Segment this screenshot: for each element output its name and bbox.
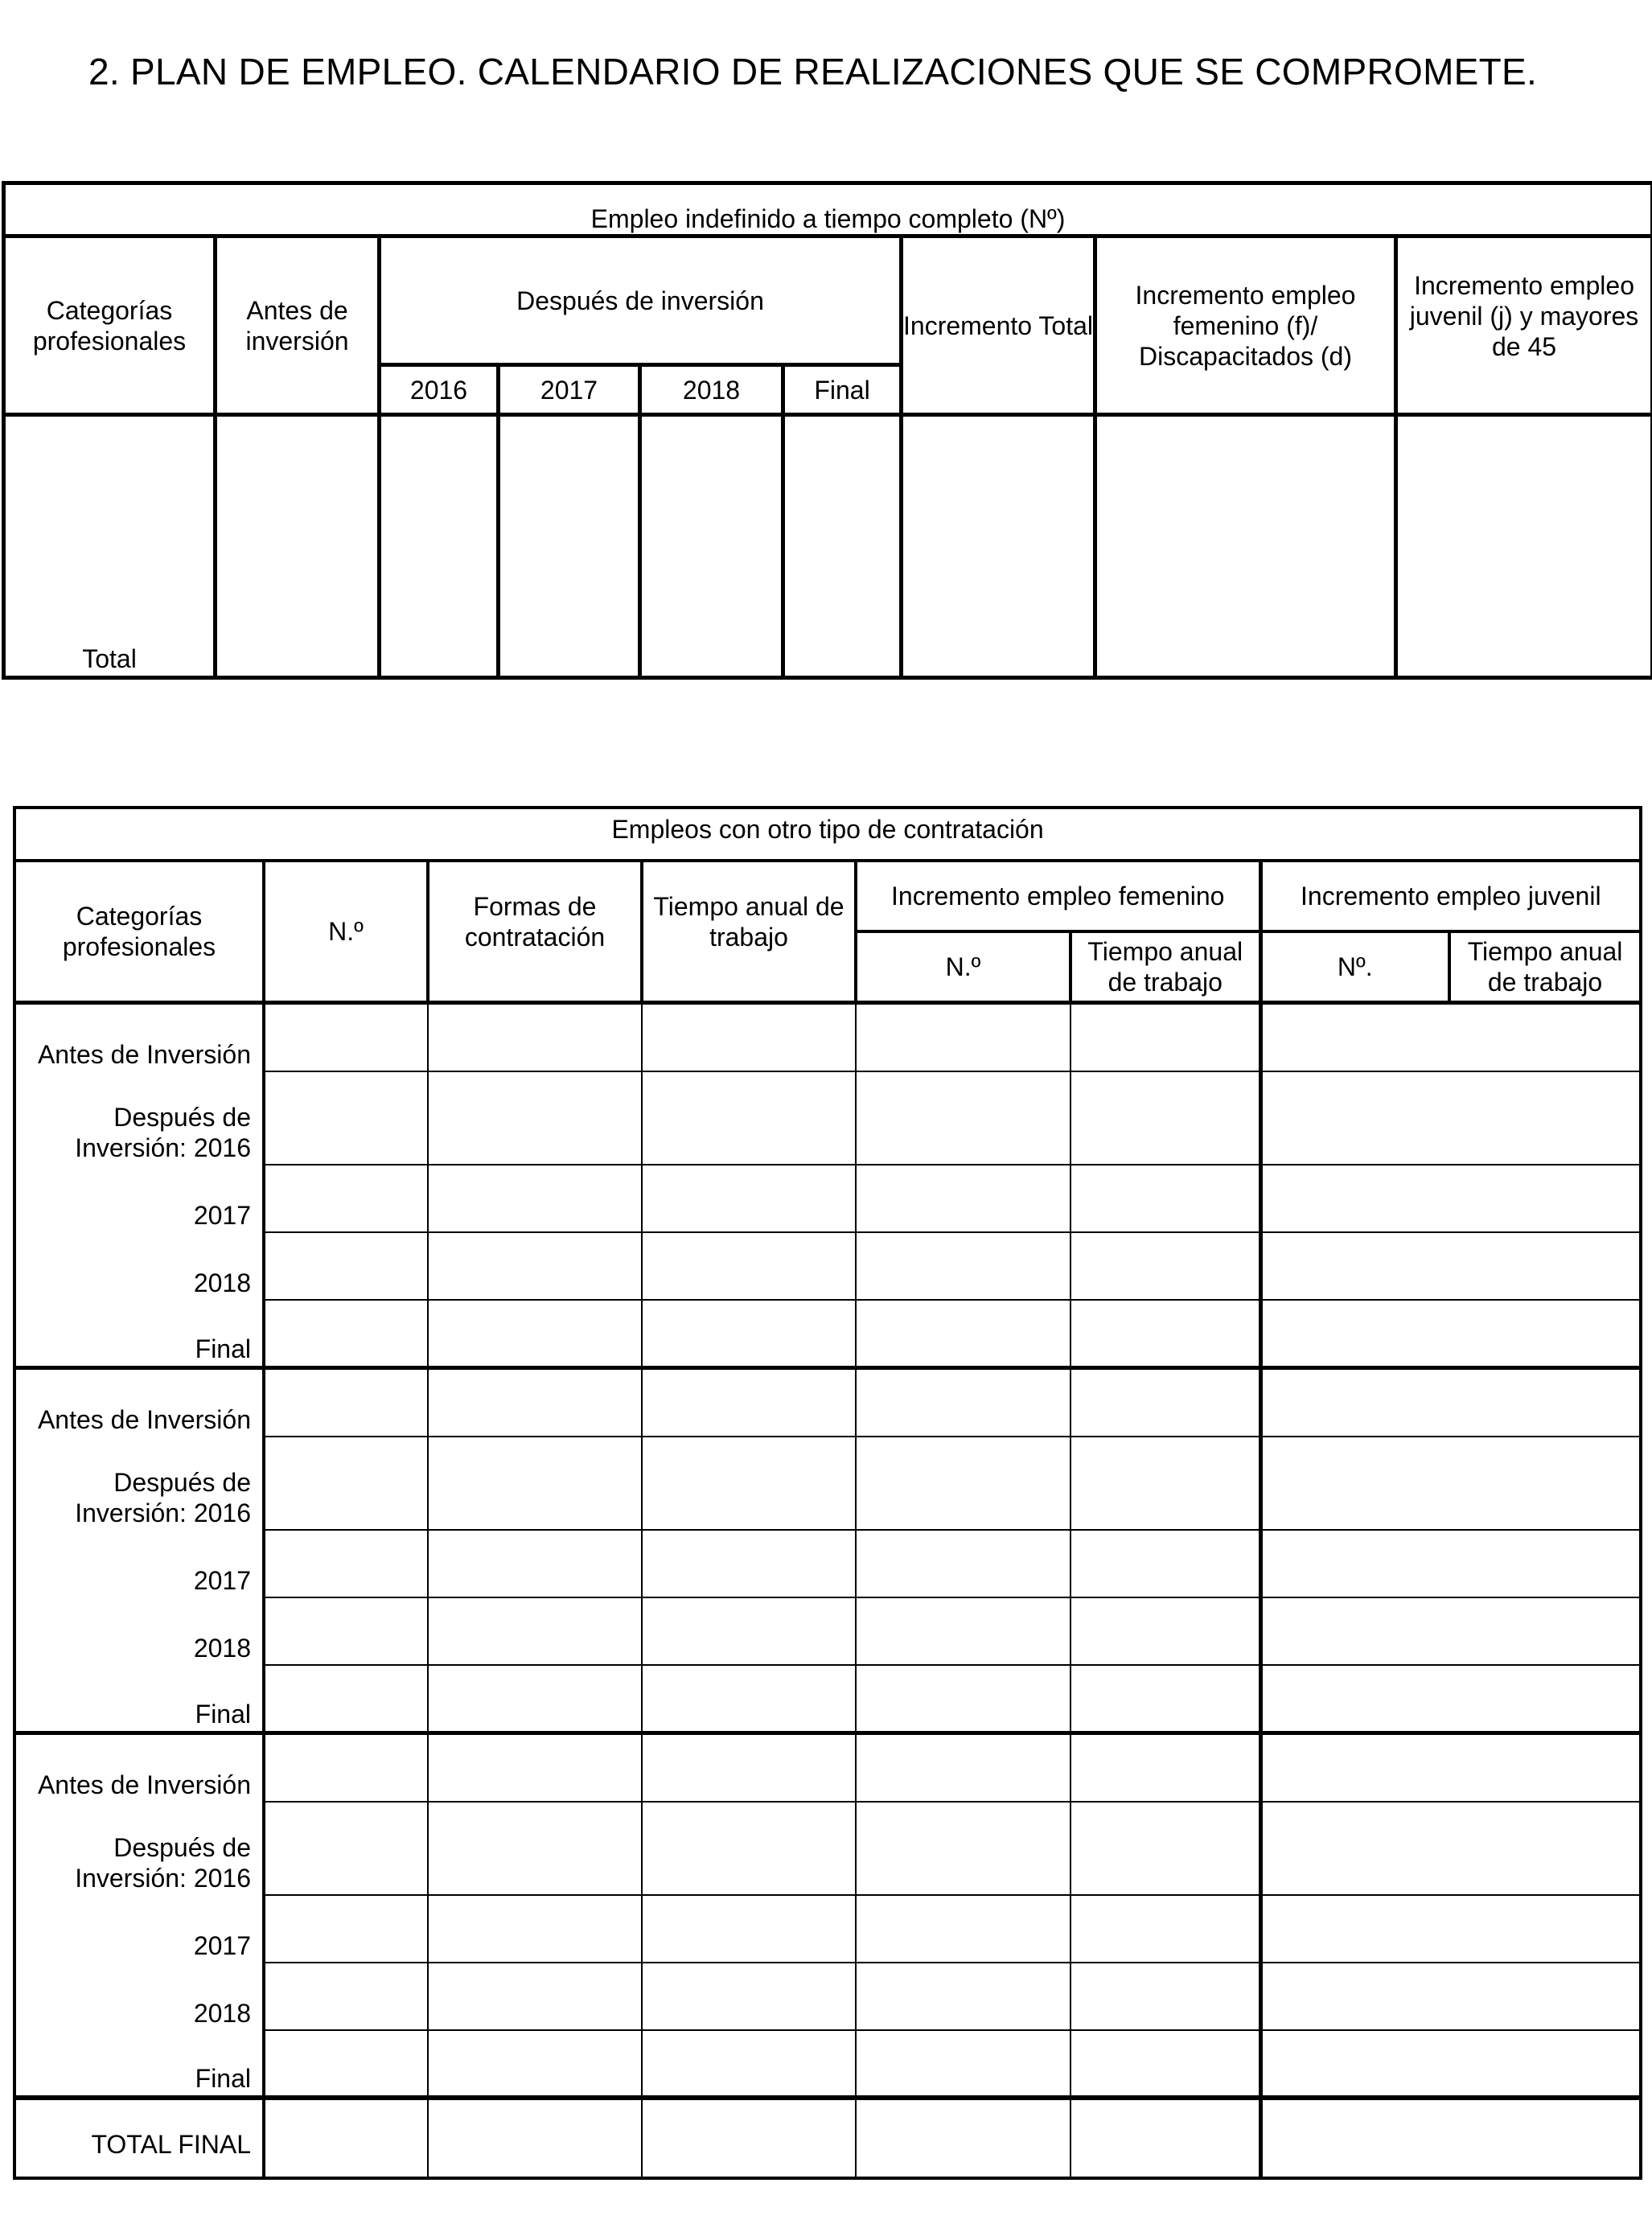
table-row bbox=[14, 2030, 1641, 2098]
table1-title: Empleo indefinido a tiempo completo (Nº) bbox=[4, 183, 1652, 236]
cell-juvenil[interactable] bbox=[1260, 1002, 1641, 1071]
cell-tiempo[interactable] bbox=[642, 1232, 856, 1300]
cell-juvenil[interactable] bbox=[1260, 1802, 1641, 1895]
cell-formas[interactable] bbox=[428, 1802, 642, 1895]
row-label-y2018: 2018 bbox=[14, 1597, 264, 1665]
sub-juv-no-header: Nº. bbox=[1260, 931, 1449, 1002]
cell-no[interactable] bbox=[264, 1367, 428, 1437]
cell-tiempo[interactable] bbox=[642, 1963, 856, 2030]
cell-tiempo[interactable] bbox=[642, 1437, 856, 1530]
cell-fem-no[interactable] bbox=[856, 1530, 1071, 1597]
cell-juvenil[interactable] bbox=[1260, 1530, 1641, 1597]
page-title: 2. PLAN DE EMPLEO. CALENDARIO DE REALIZACIONES QUE SE COMPROMETE. bbox=[88, 51, 1538, 92]
row-label-final: Final bbox=[14, 2030, 264, 2098]
row-label-y2017: 2017 bbox=[14, 1165, 264, 1232]
col-inc-femenino-header: Incremento empleo femenino bbox=[856, 861, 1260, 931]
col-no-header: N.º bbox=[264, 861, 428, 1002]
cell-juvenil[interactable] bbox=[1260, 1665, 1641, 1733]
total-cell-fem-no[interactable] bbox=[856, 2098, 1071, 2178]
table2-title: Empleos con otro tipo de contratación bbox=[14, 808, 1641, 861]
table-row bbox=[14, 1002, 1641, 1071]
cell-tiempo[interactable] bbox=[642, 1802, 856, 1895]
cell-formas[interactable] bbox=[428, 1367, 642, 1437]
table-row bbox=[14, 1530, 1641, 1597]
cell-no[interactable] bbox=[264, 1802, 428, 1895]
cell-formas[interactable] bbox=[428, 1665, 642, 1733]
col-inc-juvenil-header: Incremento empleo juvenil bbox=[1260, 861, 1641, 931]
cell-fem-no[interactable] bbox=[856, 1802, 1071, 1895]
table-row bbox=[14, 1665, 1641, 1733]
sub-juv-tiempo-header: Tiempo anual de trabajo bbox=[1449, 931, 1641, 1002]
cell-juvenil[interactable] bbox=[1260, 1733, 1641, 1802]
cell-tiempo[interactable] bbox=[642, 1300, 856, 1367]
cell-no[interactable] bbox=[264, 1071, 428, 1165]
col-incremento-femenino-header: Incremento empleo femenino (f)/ Discapacitados (d) bbox=[1095, 236, 1396, 415]
cell-no[interactable] bbox=[264, 1165, 428, 1232]
cell-antes[interactable] bbox=[216, 415, 380, 678]
cell-juvenil[interactable] bbox=[1260, 1597, 1641, 1665]
cell-fem-no[interactable] bbox=[856, 2030, 1071, 2098]
cell-no[interactable] bbox=[264, 1733, 428, 1802]
cell-2017[interactable] bbox=[499, 415, 640, 678]
cell-tiempo[interactable] bbox=[642, 1895, 856, 1963]
table-row bbox=[14, 1300, 1641, 1367]
cell-formas[interactable] bbox=[428, 1895, 642, 1963]
cell-formas[interactable] bbox=[428, 1530, 642, 1597]
cell-fem-no[interactable] bbox=[856, 1165, 1071, 1232]
col-incremento-juvenil-header: Incremento empleo juvenil (j) y mayores de 45 bbox=[1396, 236, 1652, 415]
cell-juvenil[interactable] bbox=[1260, 1437, 1641, 1530]
cell-juvenil[interactable] bbox=[1260, 1300, 1641, 1367]
cell-tiempo[interactable] bbox=[642, 1530, 856, 1597]
table-row bbox=[14, 1895, 1641, 1963]
table-otro-contrato bbox=[13, 806, 1642, 2180]
total-cell-juvenil[interactable] bbox=[1260, 2098, 1641, 2178]
cell-formas[interactable] bbox=[428, 1232, 642, 1300]
cell-formas[interactable] bbox=[428, 1963, 642, 2030]
cell-tiempo[interactable] bbox=[642, 1071, 856, 1165]
cell-no[interactable] bbox=[264, 1963, 428, 2030]
cell-no[interactable] bbox=[264, 1002, 428, 1071]
cell-no[interactable] bbox=[264, 1437, 428, 1530]
row-label-despues: Después de Inversión: 2016 bbox=[14, 1437, 264, 1530]
cell-fem-no[interactable] bbox=[856, 1300, 1071, 1367]
table-row bbox=[14, 1802, 1641, 1895]
cell-fem-no[interactable] bbox=[856, 1437, 1071, 1530]
cell-fem-tiempo[interactable] bbox=[1071, 1530, 1260, 1597]
cell-juvenil[interactable] bbox=[1260, 1963, 1641, 2030]
total-cell-tiempo[interactable] bbox=[642, 2098, 856, 2178]
col-categorias-header: Categorías profesionales bbox=[14, 861, 264, 1002]
cell-formas[interactable] bbox=[428, 1002, 642, 1071]
cell-tiempo[interactable] bbox=[642, 1597, 856, 1665]
row-label-y2018: 2018 bbox=[14, 1963, 264, 2030]
col-tiempo-header: Tiempo anual de trabajo bbox=[642, 861, 856, 1002]
table-row bbox=[14, 1367, 1641, 1437]
cell-tiempo[interactable] bbox=[642, 1733, 856, 1802]
cell-no[interactable] bbox=[264, 1530, 428, 1597]
col-year-final: Final bbox=[783, 365, 902, 415]
cell-fem-no[interactable] bbox=[856, 1665, 1071, 1733]
sub-fem-tiempo-header: Tiempo anual de trabajo bbox=[1071, 931, 1260, 1002]
cell-no[interactable] bbox=[264, 1232, 428, 1300]
cell-formas[interactable] bbox=[428, 1597, 642, 1665]
cell-tiempo[interactable] bbox=[642, 2030, 856, 2098]
cell-fem-tiempo[interactable] bbox=[1071, 1963, 1260, 2030]
table2-body bbox=[14, 1002, 1641, 2178]
cell-formas[interactable] bbox=[428, 1437, 642, 1530]
cell-fem-no[interactable] bbox=[856, 1071, 1071, 1165]
row-label-antes: Antes de Inversión bbox=[14, 1733, 264, 1802]
cell-formas[interactable] bbox=[428, 1071, 642, 1165]
cell-fem-tiempo[interactable] bbox=[1071, 1597, 1260, 1665]
cell-fem-tiempo[interactable] bbox=[1071, 1733, 1260, 1802]
cell-tiempo[interactable] bbox=[642, 1165, 856, 1232]
table-row bbox=[14, 1963, 1641, 2030]
cell-formas[interactable] bbox=[428, 1300, 642, 1367]
row-label-y2017: 2017 bbox=[14, 1895, 264, 1963]
sub-fem-no-header: N.º bbox=[856, 931, 1071, 1002]
cell-tiempo[interactable] bbox=[642, 1665, 856, 1733]
cell-fem-tiempo[interactable] bbox=[1071, 1300, 1260, 1367]
cell-juvenil[interactable] bbox=[1260, 2030, 1641, 2098]
cell-juvenil[interactable] bbox=[1260, 1895, 1641, 1963]
table-row bbox=[14, 1597, 1641, 1665]
cell-fem-tiempo[interactable] bbox=[1071, 1165, 1260, 1232]
cell-incremento-total[interactable] bbox=[902, 415, 1095, 678]
cell-tiempo[interactable] bbox=[642, 1367, 856, 1437]
cell-fem-no[interactable] bbox=[856, 1232, 1071, 1300]
col-categorias-header: Categorías profesionales bbox=[4, 236, 216, 415]
row-label-final: Final bbox=[14, 1665, 264, 1733]
col-despues-header: Después de inversión bbox=[380, 236, 902, 365]
row-label-y2018: 2018 bbox=[14, 1232, 264, 1300]
cell-formas[interactable] bbox=[428, 1165, 642, 1232]
cell-fem-tiempo[interactable] bbox=[1071, 1232, 1260, 1300]
cell-fem-no[interactable] bbox=[856, 1367, 1071, 1437]
cell-fem-tiempo[interactable] bbox=[1071, 1895, 1260, 1963]
cell-fem-tiempo[interactable] bbox=[1071, 2030, 1260, 2098]
cell-no[interactable] bbox=[264, 1300, 428, 1367]
cell-fem-no[interactable] bbox=[856, 1002, 1071, 1071]
cell-final[interactable] bbox=[783, 415, 902, 678]
table-empleo-indefinido bbox=[2, 181, 1652, 680]
row-label-final: Final bbox=[14, 1300, 264, 1367]
cell-no[interactable] bbox=[264, 1665, 428, 1733]
table-row bbox=[14, 1165, 1641, 1232]
cell-juvenil[interactable] bbox=[1260, 1367, 1641, 1437]
cell-incremento-juvenil[interactable] bbox=[1396, 415, 1652, 678]
table-row-total bbox=[14, 2098, 1641, 2178]
row-label-despues: Después de Inversión: 2016 bbox=[14, 1802, 264, 1895]
row-label-antes: Antes de Inversión bbox=[14, 1002, 264, 1071]
cell-fem-tiempo[interactable] bbox=[1071, 1367, 1260, 1437]
cell-fem-tiempo[interactable] bbox=[1071, 1437, 1260, 1530]
table-row bbox=[14, 1071, 1641, 1165]
total-cell-no[interactable] bbox=[264, 2098, 428, 2178]
total-cell-formas[interactable] bbox=[428, 2098, 642, 2178]
col-year-2016: 2016 bbox=[380, 365, 499, 415]
total-cell-fem-tiempo[interactable] bbox=[1071, 2098, 1260, 2178]
col-year-2017: 2017 bbox=[499, 365, 640, 415]
cell-incremento-femenino[interactable] bbox=[1095, 415, 1396, 678]
total-label: Total bbox=[4, 415, 216, 678]
cell-no[interactable] bbox=[264, 2030, 428, 2098]
col-formas-header: Formas de contratación bbox=[428, 861, 642, 1002]
row-label-antes: Antes de Inversión bbox=[14, 1367, 264, 1437]
cell-2016[interactable] bbox=[380, 415, 499, 678]
cell-juvenil[interactable] bbox=[1260, 1165, 1641, 1232]
col-incremento-total-header: Incremento Total bbox=[902, 236, 1095, 415]
total-final-label: TOTAL FINAL bbox=[14, 2098, 264, 2178]
cell-fem-tiempo[interactable] bbox=[1071, 1071, 1260, 1165]
cell-no[interactable] bbox=[264, 1597, 428, 1665]
cell-fem-tiempo[interactable] bbox=[1071, 1002, 1260, 1071]
cell-2018[interactable] bbox=[640, 415, 783, 678]
row-label-despues: Después de Inversión: 2016 bbox=[14, 1071, 264, 1165]
cell-tiempo[interactable] bbox=[642, 1002, 856, 1071]
row-label-y2017: 2017 bbox=[14, 1530, 264, 1597]
table-row bbox=[14, 1437, 1641, 1530]
cell-fem-tiempo[interactable] bbox=[1071, 1802, 1260, 1895]
col-year-2018: 2018 bbox=[640, 365, 783, 415]
cell-formas[interactable] bbox=[428, 1733, 642, 1802]
cell-juvenil[interactable] bbox=[1260, 1071, 1641, 1165]
table-row bbox=[14, 1232, 1641, 1300]
cell-fem-no[interactable] bbox=[856, 1895, 1071, 1963]
col-antes-header: Antes de inversión bbox=[216, 236, 380, 415]
cell-no[interactable] bbox=[264, 1895, 428, 1963]
table-row bbox=[14, 1733, 1641, 1802]
cell-fem-no[interactable] bbox=[856, 1963, 1071, 2030]
cell-fem-tiempo[interactable] bbox=[1071, 1665, 1260, 1733]
cell-juvenil[interactable] bbox=[1260, 1232, 1641, 1300]
cell-formas[interactable] bbox=[428, 2030, 642, 2098]
cell-fem-no[interactable] bbox=[856, 1597, 1071, 1665]
cell-fem-no[interactable] bbox=[856, 1733, 1071, 1802]
